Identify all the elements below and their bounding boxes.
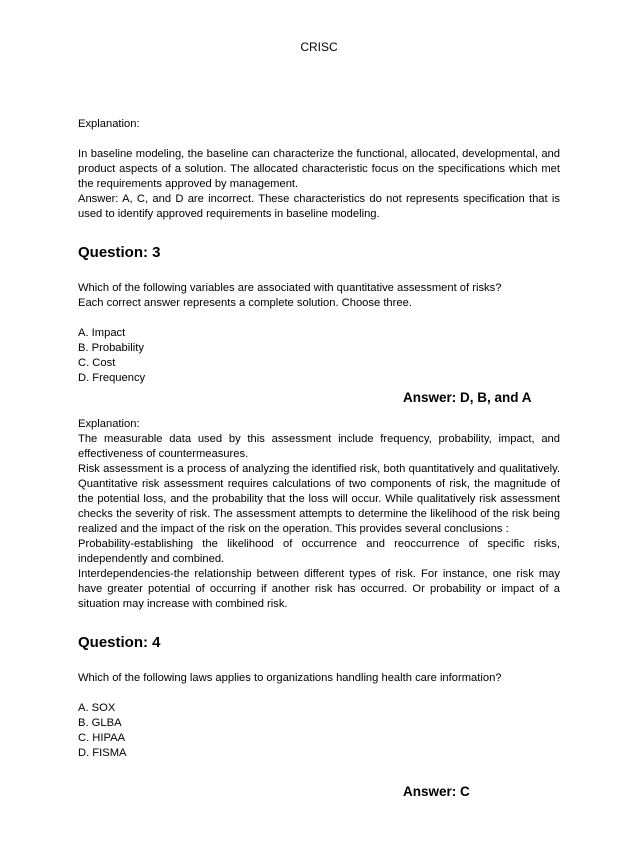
question-4-answer: Answer: C bbox=[403, 784, 470, 799]
explanation-paragraph: Probability-establishing the likelihood of occurrence and reoccurrence of specific risks, independently and combined. bbox=[78, 538, 560, 565]
question-4-title: Question: 4 bbox=[78, 634, 161, 651]
explanation-label: Explanation: bbox=[78, 418, 140, 430]
question-3-answer: Answer: D, B, and A bbox=[403, 390, 532, 405]
page-content bbox=[78, 117, 560, 801]
option-item: A. Impact bbox=[78, 327, 126, 339]
explanation-paragraph: The measurable data used by this assessment include frequency, probability, impact, and effectiveness of countermeasures. bbox=[78, 433, 560, 460]
question-3-prompt: Which of the following variables are associated with quantitative assessment of risks? bbox=[78, 282, 502, 294]
question-3-instruction: Each correct answer represents a complete solution. Choose three. bbox=[78, 297, 412, 309]
option-item: D. FISMA bbox=[78, 747, 127, 759]
question-4-prompt: Which of the following laws applies to organizations handling health care information? bbox=[78, 672, 502, 684]
option-item: B. Probability bbox=[78, 342, 144, 354]
option-item: A. SOX bbox=[78, 702, 116, 714]
option-item: B. GLBA bbox=[78, 717, 122, 729]
question-3-title: Question: 3 bbox=[78, 244, 161, 261]
page-header: CRISC bbox=[300, 40, 338, 54]
explanation-paragraph: Interdependencies-the relationship between different types of risk. For instance, one risk may have greater potential of occurring if another risk has occurred. Or probability or impact of a situation may increase with combined risk. bbox=[78, 568, 560, 610]
question-4-options bbox=[78, 701, 560, 761]
question-3-options bbox=[78, 326, 560, 386]
option-item: D. Frequency bbox=[78, 372, 146, 384]
explanation-paragraph: Answer: A, C, and D are incorrect. These characteristics do not represents specification that is used to identify approved requirements in baseline modeling. bbox=[78, 193, 560, 220]
option-item: C. HIPAA bbox=[78, 732, 126, 744]
option-item: C. Cost bbox=[78, 357, 116, 369]
explanation-paragraph: Risk assessment is a process of analyzing the identified risk, both quantitatively and qualitatively. Quantitative risk assessment requires calculations of two components of risk, the magnitude of the potential loss, and the probability that the loss will occur. While qualitatively risk assessment checks the severity of risk. The assessment attempts to determine the likelihood of the risk being realized and the impact of the risk on the operation. This provides several conclusions : bbox=[78, 463, 560, 535]
explanation-label: Explanation: bbox=[78, 118, 140, 130]
explanation-paragraph: In baseline modeling, the baseline can characterize the functional, allocated, developmental, and product aspects of a solution. The allocated characteristic focus on the specifications which met the requirements approved by management. bbox=[78, 148, 560, 190]
